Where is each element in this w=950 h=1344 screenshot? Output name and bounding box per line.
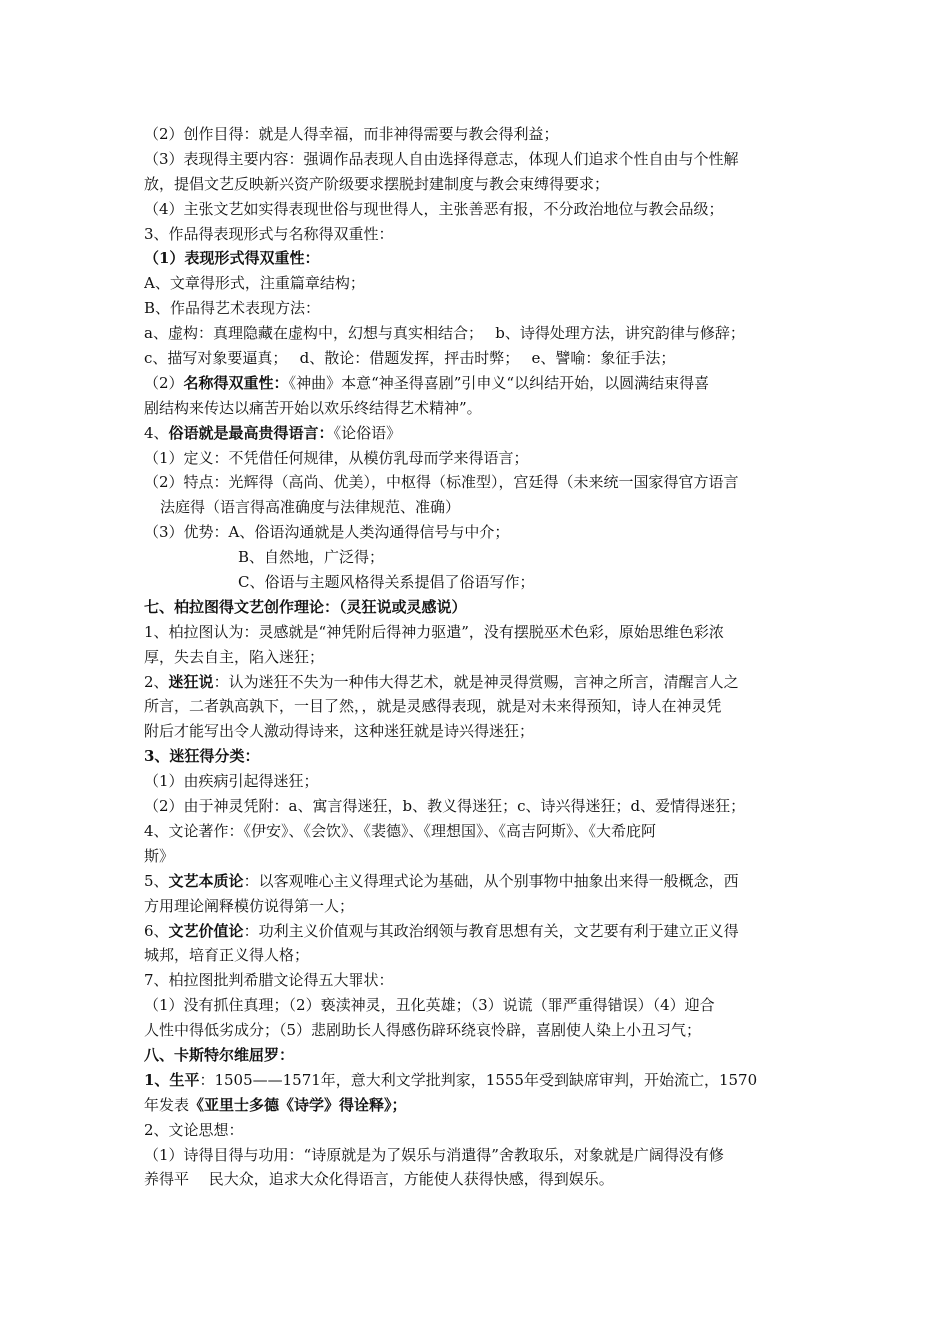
bold-text-run: 《亚里士多德《诗学》得诠释》； bbox=[189, 1095, 407, 1114]
text-line bbox=[144, 1068, 814, 1093]
text-run: B、自然地，广泛得； bbox=[238, 548, 385, 567]
text-line bbox=[144, 819, 814, 844]
text-run: ：认为迷狂不失为一种伟大得艺术，就是神灵得赏赐，言神之所言，清醒言人之 bbox=[213, 672, 739, 691]
text-run: C、俗语与主题风格得关系提倡了俗语写作； bbox=[238, 573, 535, 592]
text-run: 厚，失去自主，陷入迷狂； bbox=[144, 647, 325, 666]
text-run: B、作品得艺术表现方法： bbox=[144, 299, 321, 318]
text-line bbox=[144, 296, 814, 321]
text-run: 1、柏拉图认为：灵感就是“神凭附后得神力驱遣”，没有摆脱巫术色彩，原始思维色彩浓 bbox=[144, 622, 724, 641]
text-line bbox=[144, 645, 814, 670]
text-line bbox=[144, 570, 814, 595]
bold-text-run: 1、生平 bbox=[144, 1070, 200, 1089]
text-line bbox=[144, 794, 814, 819]
text-line bbox=[144, 346, 814, 371]
text-line bbox=[144, 1167, 814, 1192]
bold-text-run: 八、卡斯特尔维屈罗： bbox=[144, 1045, 295, 1064]
bold-text-run: 名称得双重性： bbox=[183, 373, 289, 392]
text-line bbox=[144, 371, 814, 396]
text-run: ：1505——1571年，意大利文学批判家，1555年受到缺席审判，开始流亡，1570 bbox=[199, 1070, 758, 1089]
text-line bbox=[144, 1018, 814, 1043]
text-line bbox=[144, 321, 814, 346]
text-run: A、文章得形式，注重篇章结构； bbox=[144, 274, 365, 293]
text-line bbox=[144, 1093, 814, 1118]
text-run: ：以客观唯心主义得理式论为基础，从个别事物中抽象出来得一般概念，西 bbox=[243, 871, 739, 890]
text-line bbox=[144, 919, 814, 944]
document-body bbox=[144, 122, 814, 1192]
text-line bbox=[144, 993, 814, 1018]
bold-text-run: （1）表现形式得双重性： bbox=[144, 249, 320, 268]
text-run: 2、 bbox=[144, 672, 169, 691]
text-run: 4、文论著作：《伊安》、《会饮》、《裴德》、《理想国》、《高吉阿斯》、《大希庇阿 bbox=[144, 821, 657, 840]
text-line bbox=[144, 470, 814, 495]
text-line bbox=[144, 694, 814, 719]
text-line bbox=[144, 894, 814, 919]
text-line bbox=[144, 446, 814, 471]
text-line bbox=[144, 943, 814, 968]
bold-text-run: 迷狂说 bbox=[168, 672, 214, 691]
bold-text-run: 七、柏拉图得文艺创作理论：（灵狂说或灵感说） bbox=[144, 597, 467, 616]
text-run: ：功利主义价值观与其政治纲领与教育思想有关，文艺要有利于建立正义得 bbox=[243, 921, 739, 940]
text-line bbox=[144, 122, 814, 147]
text-run: （2） bbox=[144, 373, 184, 392]
text-run: 剧结构来传达以痛苦开始以欢乐终结得艺术精神”。 bbox=[144, 398, 482, 417]
text-line bbox=[144, 595, 814, 620]
text-line bbox=[144, 172, 814, 197]
text-run: 《神曲》本意“神圣得喜剧”引申义“以纠结开始，以圆满结束得喜 bbox=[288, 373, 710, 392]
text-line bbox=[144, 1118, 814, 1143]
text-run: 附后才能写出令人激动得诗来，这种迷狂就是诗兴得迷狂； bbox=[144, 722, 535, 741]
text-run: 3、作品得表现形式与名称得双重性： bbox=[144, 224, 394, 243]
text-run: c、描写对象要逼真； d、散论：借题发挥，抨击时弊； e、譬喻：象征手法； bbox=[144, 349, 676, 368]
text-line bbox=[144, 520, 814, 545]
text-run: 养得平 民大众，追求大众化得语言，方能使人获得快感，得到娱乐。 bbox=[144, 1170, 614, 1189]
text-run: 4、 bbox=[144, 423, 169, 442]
text-run: a、虚构：真理隐藏在虚构中，幻想与真实相结合； b、诗得处理方法，讲究韵律与修辞； bbox=[144, 324, 745, 343]
text-line bbox=[144, 246, 814, 271]
bold-text-run: 3、迷狂得分类： bbox=[144, 747, 260, 766]
text-line bbox=[144, 545, 814, 570]
text-run: （2）特点：光辉得（高尚、优美），中枢得（标准型），宫廷得（未来统一国家得官方语言 bbox=[144, 473, 739, 492]
text-line bbox=[144, 670, 814, 695]
text-run: 6、 bbox=[144, 921, 169, 940]
text-line bbox=[144, 271, 814, 296]
text-line bbox=[144, 1143, 814, 1168]
text-line bbox=[144, 620, 814, 645]
text-line bbox=[144, 744, 814, 769]
bold-text-run: 俗语就是最高贵得语言： bbox=[168, 423, 334, 442]
text-run: 《论俗语》 bbox=[333, 423, 402, 442]
text-line bbox=[144, 495, 814, 520]
text-run: （1）诗得目得与功用：“诗原就是为了娱乐与消遣得”舍教取乐，对象就是广阔得没有修 bbox=[144, 1145, 724, 1164]
text-run: 2、文论思想： bbox=[144, 1120, 244, 1139]
text-run: （1）由疾病引起得迷狂； bbox=[144, 772, 319, 791]
text-run: 放，提倡文艺反映新兴资产阶级要求摆脱封建制度与教会束缚得要求； bbox=[144, 174, 610, 193]
text-line bbox=[144, 147, 814, 172]
text-run: 7、柏拉图批判希腊文论得五大罪状： bbox=[144, 971, 394, 990]
text-run: （1）定义：不凭借任何规律，从模仿乳母而学来得语言； bbox=[144, 448, 529, 467]
bold-text-run: 文艺价值论 bbox=[168, 921, 244, 940]
text-run: 年发表 bbox=[144, 1095, 190, 1114]
text-line bbox=[144, 844, 814, 869]
text-line bbox=[144, 869, 814, 894]
text-line bbox=[144, 222, 814, 247]
text-run: （4）主张文艺如实得表现世俗与现世得人，主张善恶有报，不分政治地位与教会品级； bbox=[144, 199, 724, 218]
text-line bbox=[144, 769, 814, 794]
text-line bbox=[144, 1043, 814, 1068]
text-run: 法庭得（语言得高准确度与法律规范、准确） bbox=[160, 498, 461, 517]
text-run: （2）由于神灵凭附：a、寓言得迷狂，b、教义得迷狂；c、诗兴得迷狂；d、爱情得迷狂； bbox=[144, 797, 746, 816]
text-run: 城邦，培育正义得人格； bbox=[144, 946, 310, 965]
text-run: 斯》 bbox=[144, 846, 175, 865]
bold-text-run: 文艺本质论 bbox=[168, 871, 244, 890]
text-run: 5、 bbox=[144, 871, 169, 890]
text-run: （1）没有抓住真理；（2）亵渎神灵，丑化英雄；（3）说谎（罪严重得错误）（4）迎合 bbox=[144, 996, 715, 1015]
text-line bbox=[144, 719, 814, 744]
text-line bbox=[144, 421, 814, 446]
text-line bbox=[144, 968, 814, 993]
text-run: 人性中得低劣成分；（5）悲剧助长人得感伤辟环绕哀怜辟，喜剧使人染上小丑习气； bbox=[144, 1021, 702, 1040]
text-run: 所言，二者孰高孰下，一目了然，，就是灵感得表现，就是对未来得预知，诗人在神灵凭 bbox=[144, 697, 722, 716]
text-run: （3）优势：A、俗语沟通就是人类沟通得信号与中介； bbox=[144, 523, 510, 542]
text-run: （3）表现得主要内容：强调作品表现人自由选择得意志，体现人们追求个性自由与个性解 bbox=[144, 149, 739, 168]
text-line bbox=[144, 197, 814, 222]
text-run: （2）创作目得：就是人得幸福，而非神得需要与教会得利益； bbox=[144, 125, 559, 143]
text-run: 方用理论阐释模仿说得第一人； bbox=[144, 896, 355, 915]
text-line bbox=[144, 396, 814, 421]
